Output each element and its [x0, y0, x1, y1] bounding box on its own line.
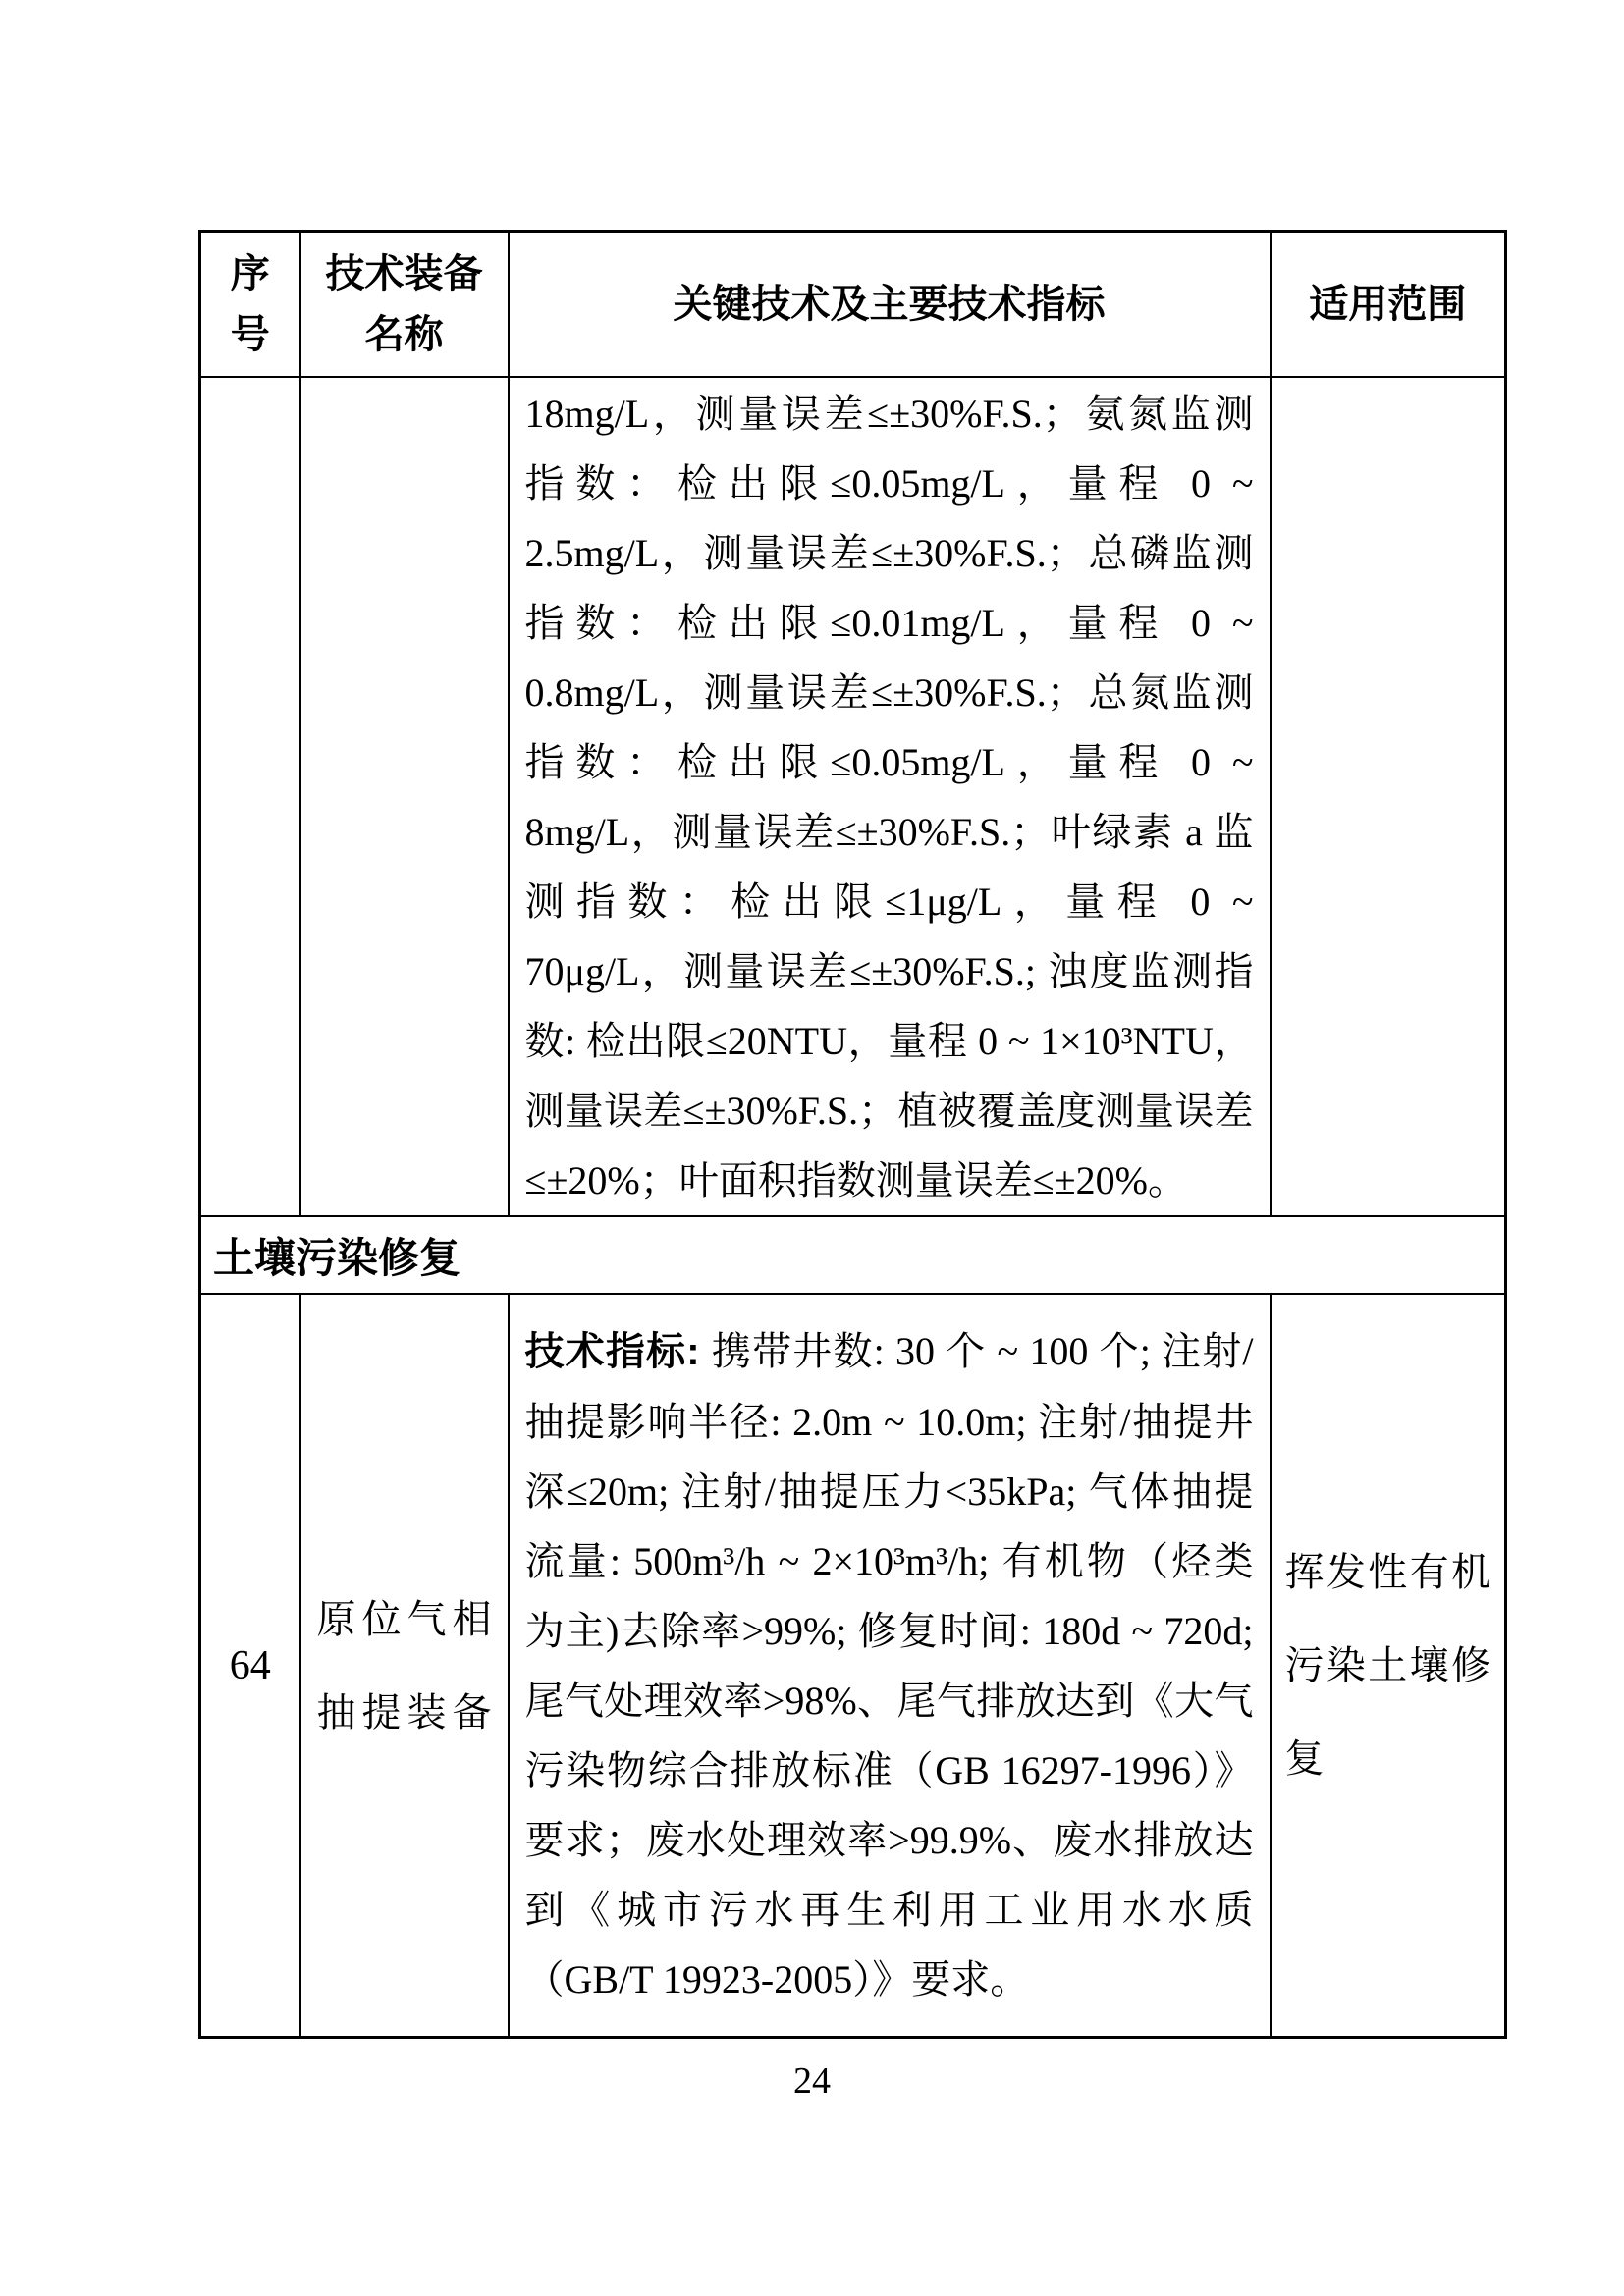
equipment-spec-table — [198, 230, 1507, 2039]
row64-equipment-name-cell — [300, 1294, 509, 2038]
page-number: 24 — [793, 2060, 831, 2102]
header-key-tech-indicators: 关键技术及主要技术指标 — [509, 232, 1271, 378]
continuation-serial-cell-empty — [200, 377, 300, 1216]
table-row-64 — [200, 1294, 1506, 2038]
continuation-spec-text: 18mg/L，测量误差≤±30%F.S.；氨氮监测指数：检出限≤0.05mg/L，量程 0 ~ 2.5mg/L，测量误差≤±30%F.S.；总磷监测指数：检出限≤0.01mg/L，量程 0 ~ 0.8mg/L，测量误差≤±30%F.S.；总氮监测指数：检出限≤0.05mg/L，量程 0 ~ 8mg/L，测量误差≤±30%F.S.；叶绿素 a 监测指数：检出限≤1μg/L，量程 0 ~ 70μg/L，测量误差≤±30%F.S.; 浊度监测指数: 检出限≤20NTU，量程 0 ~ 1×10³NTU，测量误差≤±30%F.S.；植被覆盖度测量误差≤±20%；叶面积指数测量误差≤±20%。 — [524, 391, 1254, 1202]
continuation-scope-cell-empty — [1271, 377, 1506, 1216]
continuation-spec-cell — [509, 377, 1271, 1216]
table-header-row — [200, 232, 1506, 378]
continuation-row — [200, 377, 1506, 1216]
section-header-row — [200, 1216, 1506, 1294]
row64-equipment-name: 原位气相抽提装备 — [316, 1596, 492, 1735]
row64-serial-number: 64 — [200, 1294, 300, 2038]
continuation-name-cell-empty — [300, 377, 509, 1216]
header-serial-number-label: 序号 — [230, 252, 270, 356]
row64-spec-cell — [509, 1294, 1271, 2038]
row64-scope-cell — [1271, 1294, 1506, 2038]
row64-spec-body: 携带井数: 30 个 ~ 100 个; 注射/抽提影响半径: 2.0m ~ 10.0m; 注射/抽提井深≤20m; 注射/抽提压力<35kPa; 气体抽提流量: 500m³/h ~ 2×10³m³/h; 有机物（烃类为主)去除率>99%; 修复时间: 180d ~ 720d; 尾气处理效率>98%、尾气排放达到《大气污染物综合排放标准（GB 16297-1996）》要求；废水处理效率>99.9%、废水排放达到《城市污水再生利用工业用水水质（GB/T 19923-2005）》要求。 — [524, 1329, 1254, 2002]
section-title: 土壤污染修复 — [200, 1216, 1506, 1294]
header-equipment-name-label: 技术装备名称 — [325, 252, 483, 356]
header-serial-number — [200, 232, 300, 378]
header-applicable-scope: 适用范围 — [1271, 232, 1506, 378]
header-equipment-name — [300, 232, 509, 378]
row64-scope: 挥发性有机污染土壤修复 — [1284, 1550, 1490, 1781]
row64-spec-text — [510, 1316, 1270, 2014]
row64-spec-lead-label: 技术指标: — [524, 1330, 712, 1373]
